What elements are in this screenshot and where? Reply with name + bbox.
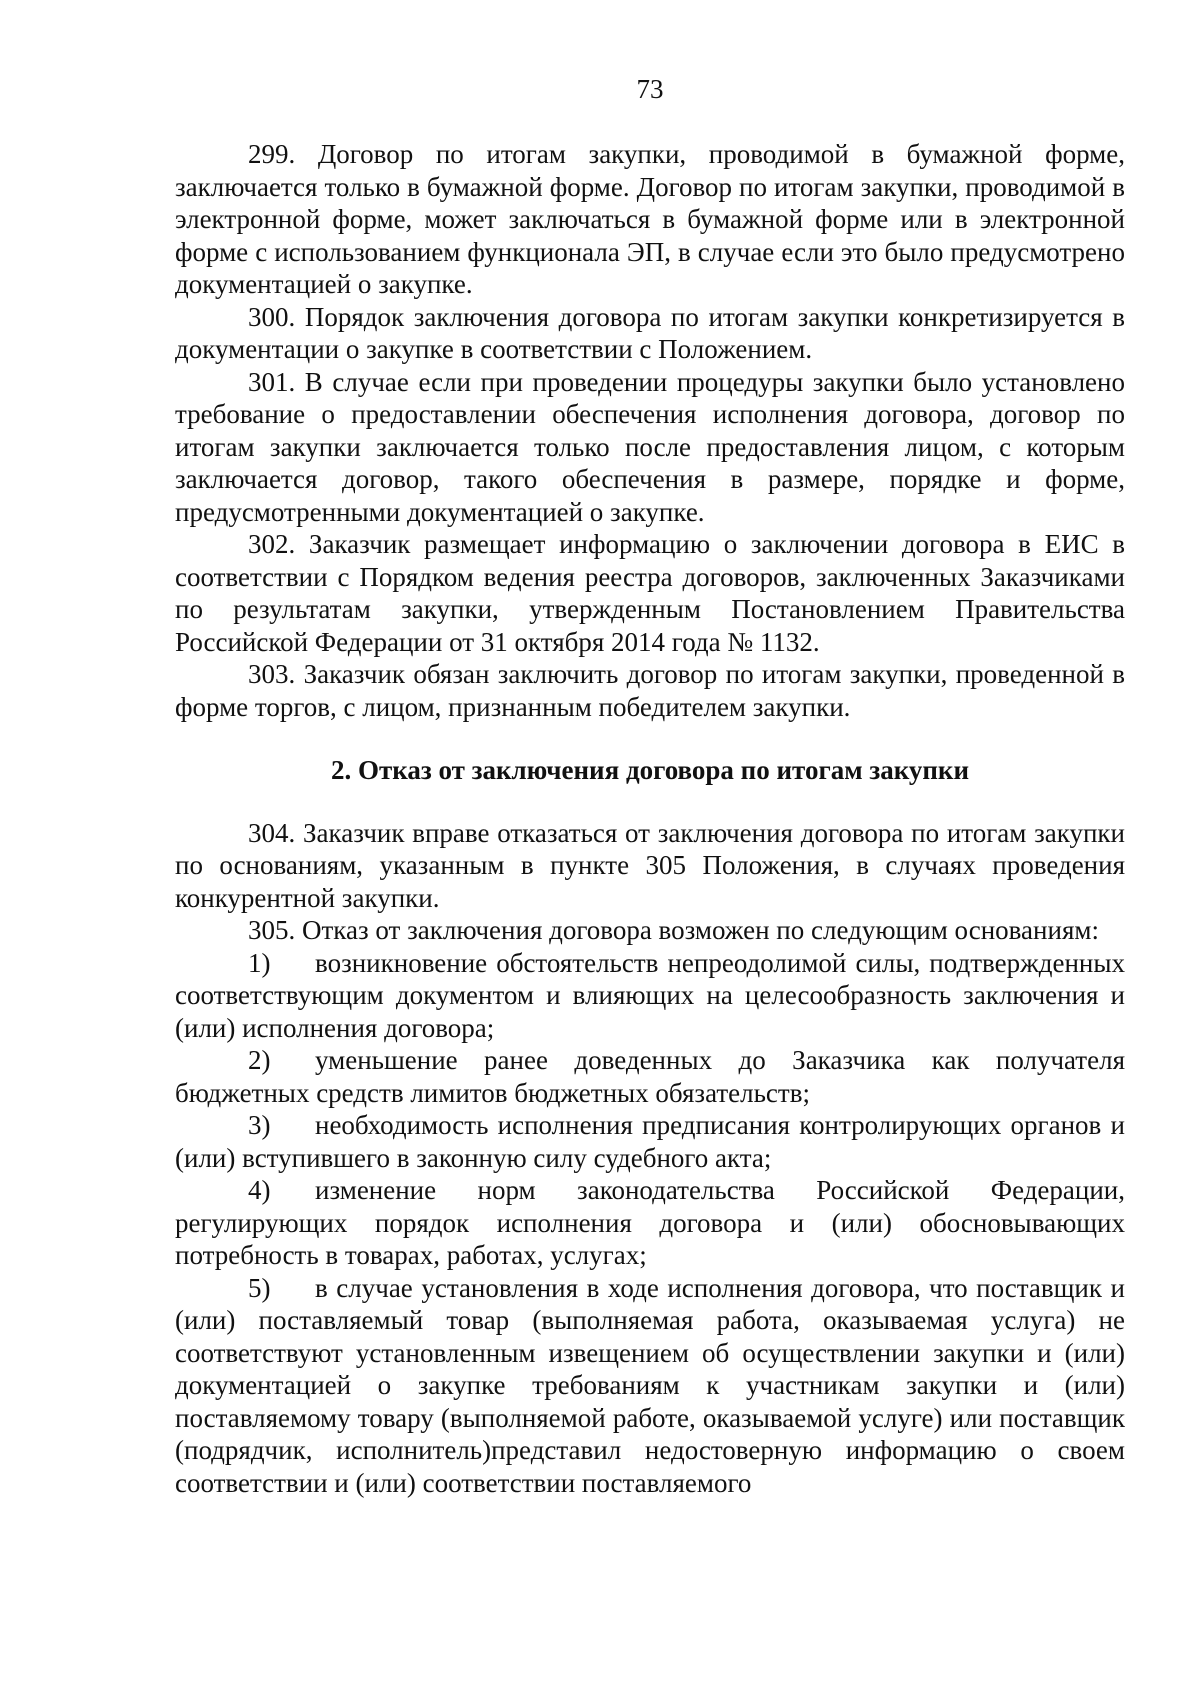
list-item bbox=[175, 1272, 1125, 1500]
list-item-text: уменьшение ранее доведенных до Заказчика как получателя бюджетных средств лимитов бюджетных обязательств; bbox=[175, 1045, 1125, 1108]
paragraph-305: 305. Отказ от заключения договора возможен по следующим основаниям: bbox=[248, 915, 1099, 945]
paragraph-304: 304. Заказчик вправе отказаться от заключения договора по итогам закупки по основаниям, указанным в пункте 305 Положения, в случаях проведения конкурентной закупки. bbox=[175, 817, 1125, 913]
list-item bbox=[175, 1044, 1125, 1109]
list-item-number: 1) bbox=[248, 947, 271, 978]
list-item-number: 3) bbox=[248, 1110, 271, 1140]
list-item bbox=[175, 947, 1125, 1045]
list-item bbox=[175, 1109, 1125, 1174]
list-item-number: 4) bbox=[248, 1175, 271, 1205]
list-item-number: 2) bbox=[248, 1045, 271, 1075]
list-item-number: 5) bbox=[248, 1272, 271, 1303]
list-item-text: необходимость исполнения предписания контролирующих органов и (или) вступившего в законную силу судебного акта; bbox=[175, 1110, 1125, 1173]
paragraph-299: 299. Договор по итогам закупки, проводимой в бумажной форме, заключается только в бумажной форме. Договор по итогам закупки, проводимой в электронной форме, может заключаться в бумажной форме или в электронной форме с использованием функционала ЭП, в случае если это было предусмотрено документацией о закупке. bbox=[175, 139, 1125, 299]
list-item-text: возникновение обстоятельств непреодолимой силы, подтвержденных соответствующим документом и влияющих на целесообразность заключения и (или) исполнения договора; bbox=[175, 947, 1125, 1043]
page-number: 73 bbox=[636, 74, 664, 104]
paragraph-301: 301. В случае если при проведении процедуры закупки было установлено требование о предоставлении обеспечения исполнения договора, договор по итогам закупки заключается только после предоставления лицом, с которым заключается договор, такого обеспечения в размере, порядке и форме, предусмотренными документацией о закупке. bbox=[175, 366, 1125, 527]
list-item-text: изменение норм законодательства Российской Федерации, регулирующих порядок исполнения договора и (или) обосновывающих потребность в товарах, работах, услугах; bbox=[175, 1175, 1125, 1270]
paragraph-303: 303. Заказчик обязан заключить договор по итогам закупки, проведенной в форме торгов, с лицом, признанным победителем закупки. bbox=[175, 659, 1125, 722]
document-body bbox=[175, 138, 1125, 1499]
list-item bbox=[175, 1174, 1125, 1272]
paragraph-300: 300. Порядок заключения договора по итогам закупки конкретизируется в документации о закупке в соответствии с Положением. bbox=[175, 301, 1125, 364]
section-heading: 2. Отказ от заключения договора по итогам закупки bbox=[330, 755, 970, 785]
paragraph-302: 302. Заказчик размещает информацию о заключении договора в ЕИС в соответствии с Порядком ведения реестра договоров, заключенных Заказчиками по результатам закупки, утвержденным Постановлением Правительства Российской Федерации от 31 октября 2014 года № 1132. bbox=[175, 529, 1125, 657]
list-item-text: в случае установления в ходе исполнения договора, что поставщик и (или) поставляемый товар (выполняемая работа, оказываемая услуга) не соответствуют установленным извещением об осуществлении закупки и (или) документацией о закупке требованиям к участникам закупки и (или) поставляемому товару (выполняемой работе, оказываемой услуге) или поставщик (подрядчик, исполнитель)представил недостоверную информацию о своем соответствии и (или) соответствии поставляемого bbox=[175, 1272, 1125, 1498]
